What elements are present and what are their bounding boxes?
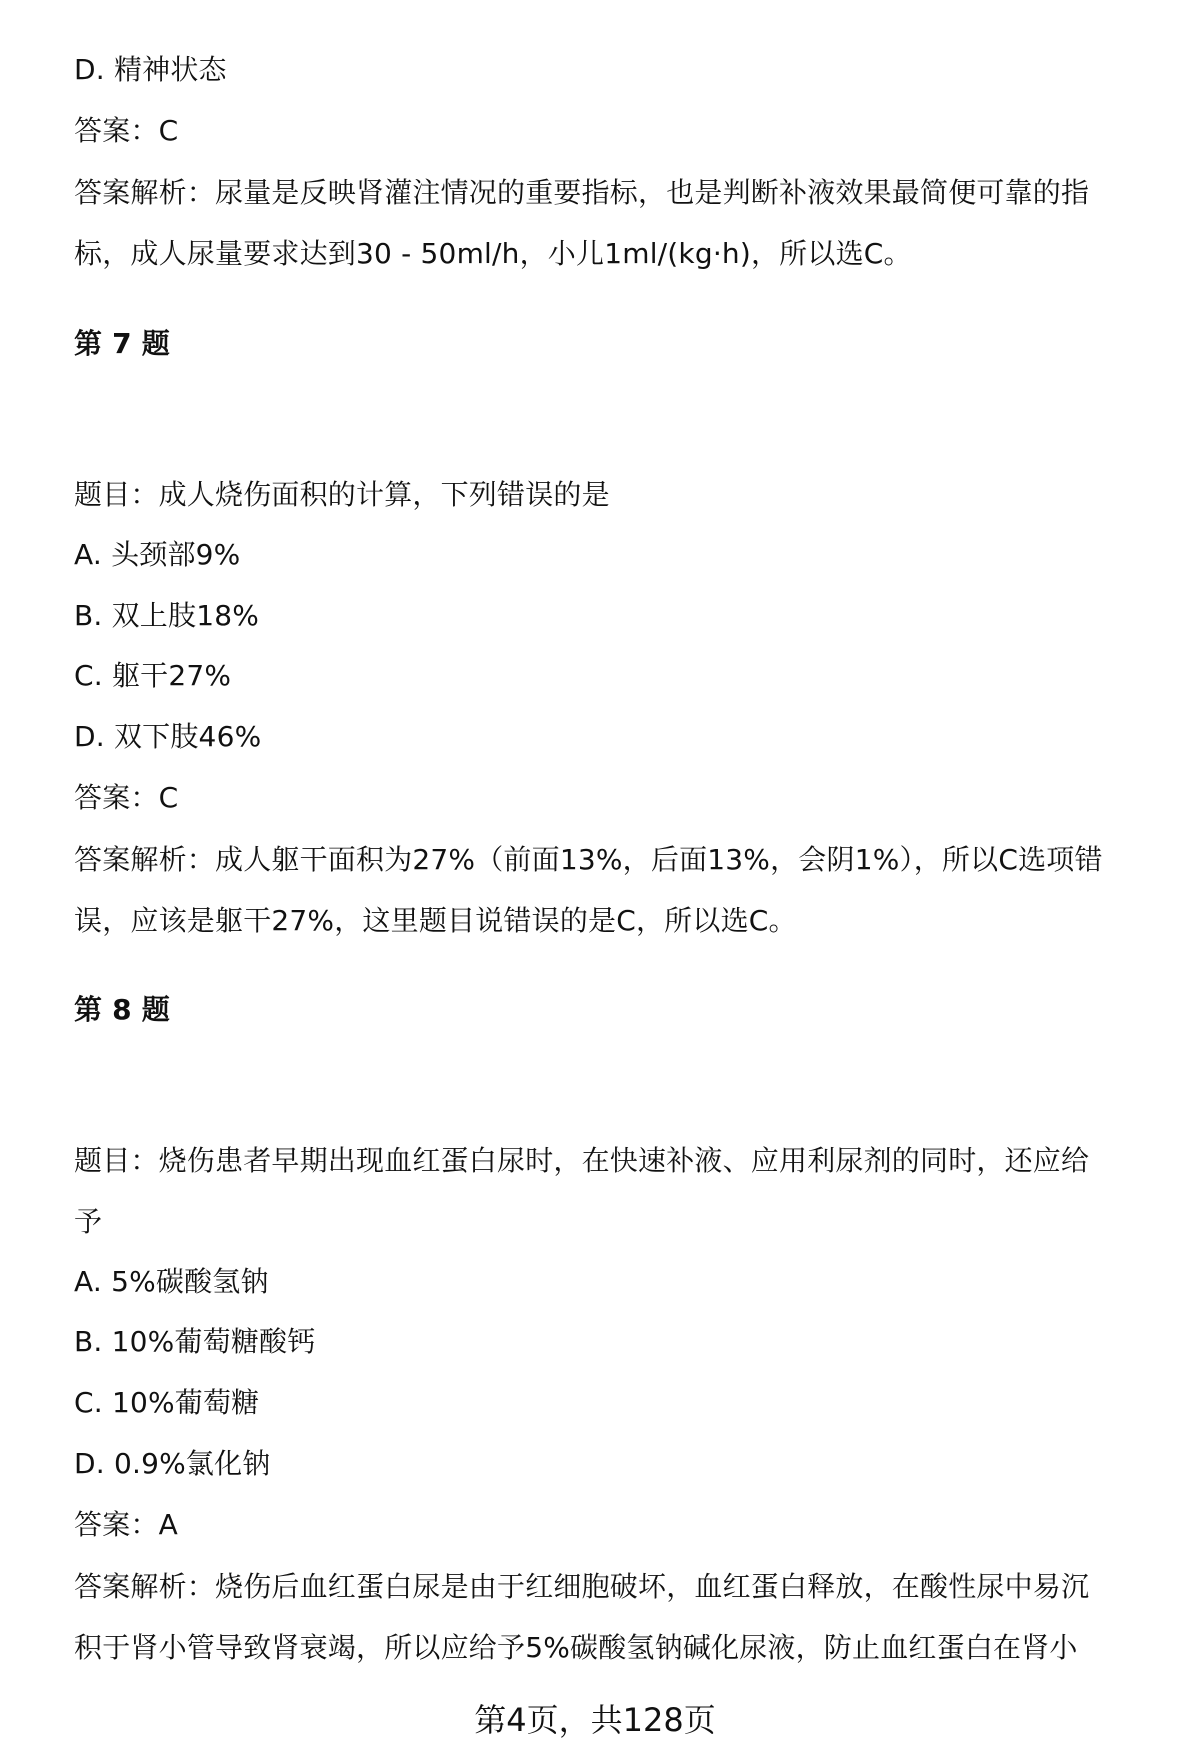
q6-explanation-line1: 答案解析：尿量是反映肾灌注情况的重要指标，也是判断补液效果最简便可靠的指 bbox=[74, 176, 1090, 209]
q7-heading: 第 7 题 bbox=[74, 327, 170, 360]
q8-question-line2: 予 bbox=[74, 1205, 103, 1238]
q7-answer: 答案：C bbox=[74, 781, 179, 814]
q7-option-d: D. 双下肢46% bbox=[74, 720, 262, 753]
q7-option-b: B. 双上肢18% bbox=[74, 599, 260, 632]
q6-option-d: D. 精神状态 bbox=[74, 53, 227, 86]
q8-explanation-line2: 积于肾小管导致肾衰竭，所以应给予5%碳酸氢钠碱化尿液，防止血红蛋白在肾小 bbox=[74, 1631, 1078, 1664]
q8-heading: 第 8 题 bbox=[74, 993, 170, 1026]
q8-option-d: D. 0.9%氯化钠 bbox=[74, 1447, 271, 1480]
q7-explanation-line2: 误，应该是躯干27%，这里题目说错误的是C，所以选C。 bbox=[74, 904, 797, 937]
q6-answer: 答案：C bbox=[74, 114, 179, 147]
page-number-footer: 第4页，共128页 bbox=[474, 1701, 716, 1739]
q8-explanation-line1: 答案解析：烧伤后血红蛋白尿是由于红细胞破坏，血红蛋白释放，在酸性尿中易沉 bbox=[74, 1570, 1090, 1603]
q8-option-c: C. 10%葡萄糖 bbox=[74, 1386, 260, 1419]
q7-option-c: C. 躯干27% bbox=[74, 659, 232, 692]
q8-option-a: A. 5%碳酸氢钠 bbox=[74, 1265, 269, 1298]
q8-answer: 答案：A bbox=[74, 1508, 178, 1541]
q7-option-a: A. 头颈部9% bbox=[74, 538, 241, 571]
q7-question: 题目：成人烧伤面积的计算，下列错误的是 bbox=[74, 478, 610, 511]
q6-explanation-line2: 标，成人尿量要求达到30 - 50ml/h，小儿1ml/(kg·h)，所以选C。 bbox=[74, 237, 912, 270]
q8-question-line1: 题目：烧伤患者早期出现血红蛋白尿时，在快速补液、应用利尿剂的同时，还应给 bbox=[74, 1144, 1090, 1177]
q8-option-b: B. 10%葡萄糖酸钙 bbox=[74, 1325, 316, 1358]
q7-explanation-line1: 答案解析：成人躯干面积为27%（前面13%，后面13%，会阴1%），所以C选项错 bbox=[74, 843, 1103, 876]
